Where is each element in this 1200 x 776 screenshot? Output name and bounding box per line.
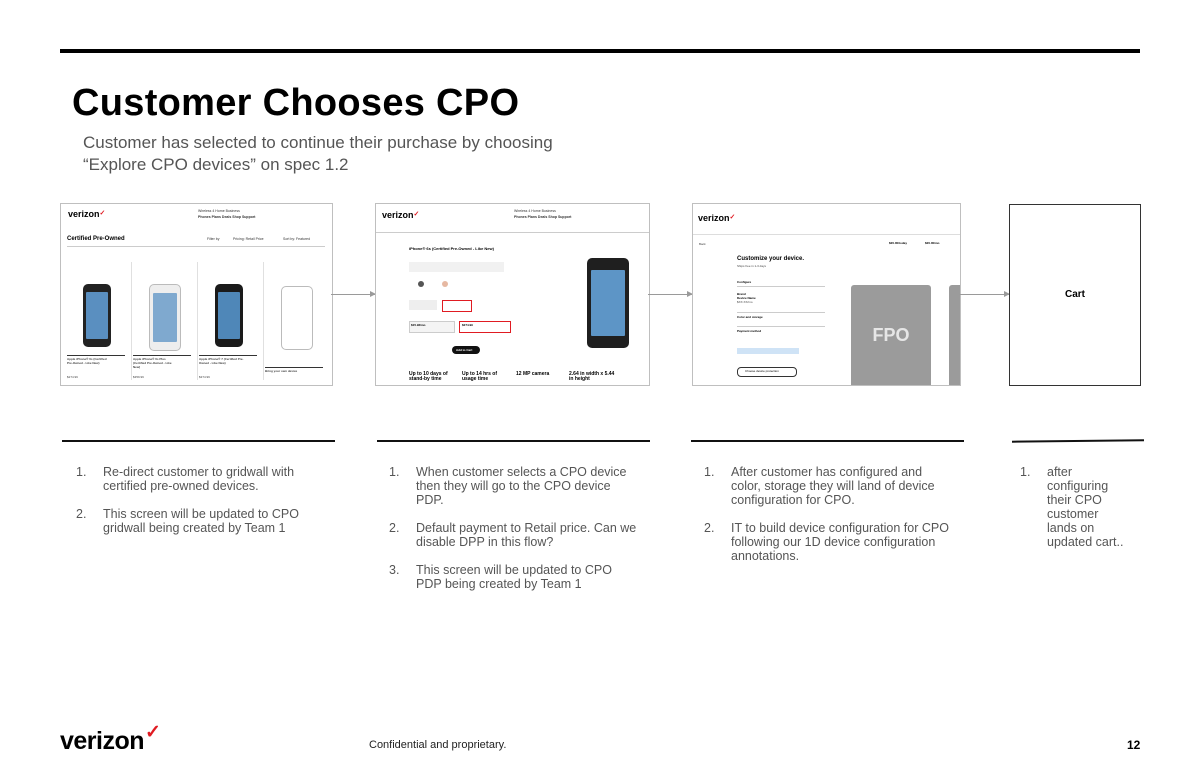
note-item: 2. Default payment to Retail price. Can we disable DPP in this flow? <box>389 521 637 549</box>
gridwall-logo: verizon✓ <box>68 209 106 219</box>
product-rule <box>265 367 323 368</box>
configure-screenshot <box>692 203 961 386</box>
product-price-3: $374.99 <box>199 375 210 379</box>
gridwall-filter[interactable]: Filter by <box>207 237 220 241</box>
grid-separator <box>131 262 132 380</box>
config-rule <box>737 326 825 327</box>
subtitle-line-1: Customer has selected to continue their purchase by choosing <box>83 133 553 152</box>
configure-ships: Ships free in 1-3 days <box>737 264 767 268</box>
note-item: 1. When customer selects a CPO device then they will go to the CPO device PDP. <box>389 465 627 507</box>
gridwall-pricing[interactable]: Pricing: Retail Price <box>233 237 264 241</box>
page-number: 12 <box>1127 738 1141 752</box>
checkmark-icon: ✓ <box>145 722 161 743</box>
pdp-top-nav: Wireless 4 Home Business <box>514 209 556 213</box>
fpo-placeholder-next <box>949 285 961 385</box>
flow-arrow-2 <box>648 294 692 295</box>
color-storage-label[interactable]: Color and storage <box>737 315 763 319</box>
notes-col-4 <box>1006 465 1131 563</box>
flow-arrow-3 <box>959 294 1009 295</box>
product-rule <box>199 355 257 356</box>
slide-subtitle <box>83 132 553 176</box>
fpo-placeholder: FPO <box>851 285 931 385</box>
gridwall-top-nav: Wireless 4 Home Business <box>198 209 240 213</box>
color-swatch-1[interactable] <box>418 281 424 287</box>
col-rule-3 <box>691 440 964 442</box>
note-item: 2. This screen will be updated to CPO gridwall being created by Team 1 <box>76 507 299 535</box>
note-item: 1. after configuring their CPO customer lands on updated cart.. <box>1020 465 1124 549</box>
pdp-main-nav: Phones Plans Deals Shop Support <box>514 215 572 219</box>
subtitle-line-2: “Explore CPO devices” on spec 1.2 <box>83 155 349 174</box>
gridwall-divider <box>67 246 325 247</box>
notes-col-3 <box>690 465 950 577</box>
product-image-2[interactable] <box>149 284 181 351</box>
col-rule-2 <box>377 440 650 442</box>
notes-col-1 <box>62 465 302 549</box>
gridwall-sort[interactable]: Sort by: Featured <box>283 237 311 241</box>
configure-logo: verizon✓ <box>698 213 736 223</box>
top-rule <box>60 49 1140 53</box>
configure-tab[interactable]: Configure <box>737 280 752 284</box>
promo-link[interactable] <box>737 348 799 354</box>
product-image-1[interactable] <box>83 284 111 347</box>
note-item: 1. After customer has configured and color, storage they will land of device configuration for CPO. <box>704 465 935 507</box>
color-swatch-2[interactable] <box>442 281 448 287</box>
gridwall-main-nav: Phones Plans Deals Shop Support <box>198 215 256 219</box>
product-name-2[interactable]: Apple iPhone® 6s Plus (Certified Pre-Owned - Like New) <box>133 357 172 369</box>
product-image-3[interactable] <box>215 284 243 347</box>
product-rule <box>67 355 125 356</box>
note-item: 3. This screen will be updated to CPO PDP being created by Team 1 <box>389 563 612 591</box>
flow-arrow-1 <box>331 294 375 295</box>
pdp-screenshot <box>375 203 650 386</box>
footer-confidential: Confidential and proprietary. <box>369 739 507 751</box>
gridwall-screenshot <box>60 203 333 386</box>
pdp-monthly-price: $15.92/mo <box>411 323 426 327</box>
col-rule-4 <box>1012 439 1144 442</box>
spec-2: Up to 14 hrs of usage time <box>462 371 498 382</box>
payment-method-label[interactable]: Payment method <box>737 329 762 333</box>
configure-price-today: $20.00/today <box>889 241 908 245</box>
device-protection-label: Choose device protection <box>745 369 779 373</box>
slide-title: Customer Chooses CPO <box>72 82 520 124</box>
grid-separator <box>263 262 264 380</box>
notes-col-2 <box>375 465 640 605</box>
product-price-2: $359.99 <box>133 375 144 379</box>
configure-divider <box>693 234 960 235</box>
spec-3: 12 MP camera <box>516 371 550 377</box>
col-rule-1 <box>62 440 335 442</box>
note-item: 1. Re-direct customer to gridwall with certified pre-owned devices. <box>76 465 295 493</box>
device-brand: Brand <box>737 292 746 296</box>
pdp-description <box>409 262 504 272</box>
configure-price-monthly: $20.00/mo <box>925 241 940 245</box>
grid-separator <box>197 262 198 380</box>
byod-outline[interactable] <box>281 286 313 350</box>
product-name-1[interactable]: Apple iPhone® 6s (Certified Pre-Owned - Like New) <box>67 357 107 365</box>
device-price: $XX.XX/mo <box>737 300 753 304</box>
note-item: 2. IT to build device configuration for CPO following our 1D device configuration annotations. <box>704 521 949 563</box>
pdp-phone-image <box>587 258 629 348</box>
product-name-4[interactable]: Bring your own device <box>265 369 298 373</box>
pdp-logo: verizon✓ <box>382 210 420 220</box>
product-rule <box>133 355 191 356</box>
product-name-3[interactable]: Apple iPhone® 7 (Certified Pre-Owned - Like New) <box>199 357 244 365</box>
add-to-cart-label: Add to Cart <box>456 348 473 352</box>
pdp-product-title: iPhone® 6s (Certified Pre-Owned - Like New) <box>409 246 494 251</box>
config-rule <box>737 312 825 313</box>
spec-1: Up to 10 days of stand-by time <box>409 371 448 382</box>
storage-option-2[interactable] <box>442 300 472 312</box>
storage-option-1[interactable] <box>409 300 437 310</box>
cart-screen <box>1009 204 1141 386</box>
configure-heading: Customize your device. <box>737 256 805 262</box>
configure-back-link[interactable]: Back <box>699 242 706 246</box>
device-name: Device Name <box>737 296 756 300</box>
tab-underline <box>737 286 825 287</box>
cart-label: Cart <box>1064 289 1085 300</box>
pdp-divider <box>376 232 649 233</box>
verizon-logo: verizon✓ <box>60 722 161 755</box>
spec-4: 2.64 in width x 5.44 in height <box>569 371 615 382</box>
product-price-1: $274.99 <box>67 375 78 379</box>
pdp-full-price: $274.99 <box>462 323 473 327</box>
gridwall-heading: Certified Pre-Owned <box>67 236 125 242</box>
